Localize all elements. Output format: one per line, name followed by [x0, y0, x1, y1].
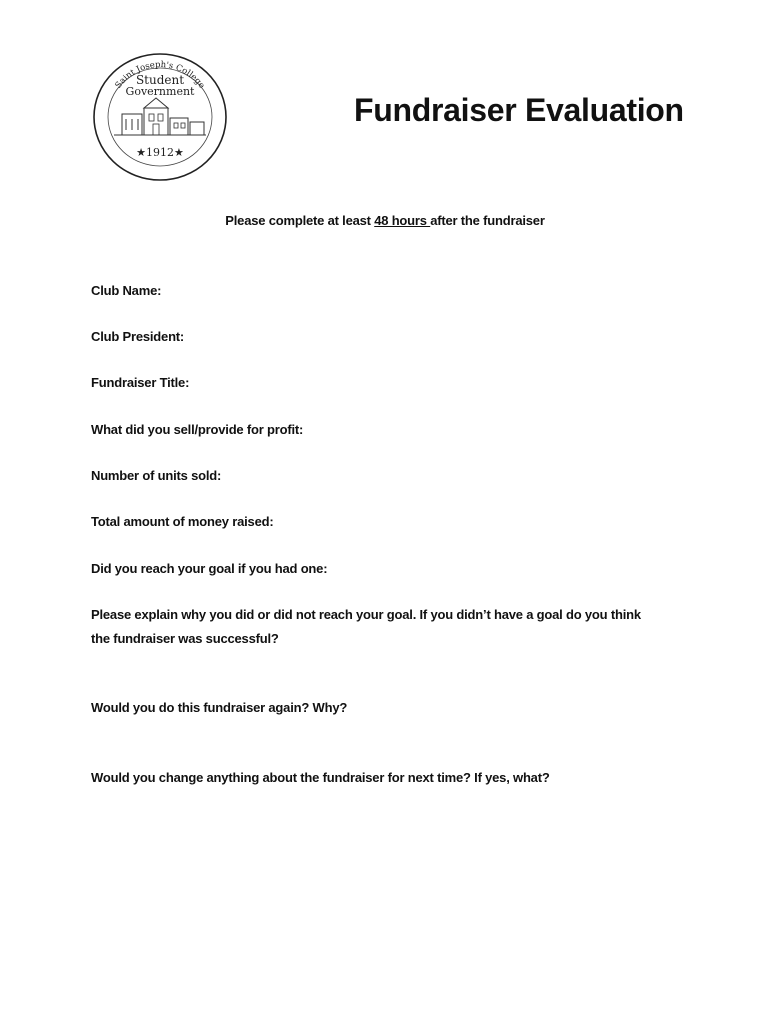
reach-goal-label: Did you reach your goal if you had one: [91, 561, 328, 576]
money-raised-label: Total amount of money raised: [91, 514, 274, 529]
club-name-label: Club Name: [91, 283, 162, 298]
page-title: Fundraiser Evaluation [354, 92, 684, 128]
explain-goal-label-line2: the fundraiser was successful? [91, 631, 279, 646]
svg-text:★1912★: ★1912★ [136, 146, 184, 159]
student-government-seal-logo [92, 52, 228, 182]
club-president-label: Club President: [91, 329, 185, 344]
explain-goal-label-line1: Please explain why you did or did not reach your goal. If you didn’t have a goal do you think [91, 607, 641, 622]
fundraiser-title-label: Fundraiser Title: [91, 375, 190, 390]
sold-for-profit-label: What did you sell/provide for profit: [91, 422, 304, 437]
units-sold-label: Number of units sold: [91, 468, 222, 483]
instruction-text: Please complete at least 48 hours after the fundraiser [225, 213, 545, 228]
svg-text:Government: Government [125, 85, 195, 98]
svg-text:Saint Joseph's College: Saint Joseph's College [113, 60, 207, 91]
change-anything-label: Would you change anything about the fundraiser for next time? If yes, what? [91, 770, 550, 785]
svg-text:Student: Student [135, 73, 185, 87]
deadline-highlight: 48 hours [374, 213, 431, 228]
do-again-label: Would you do this fundraiser again? Why? [91, 700, 348, 715]
